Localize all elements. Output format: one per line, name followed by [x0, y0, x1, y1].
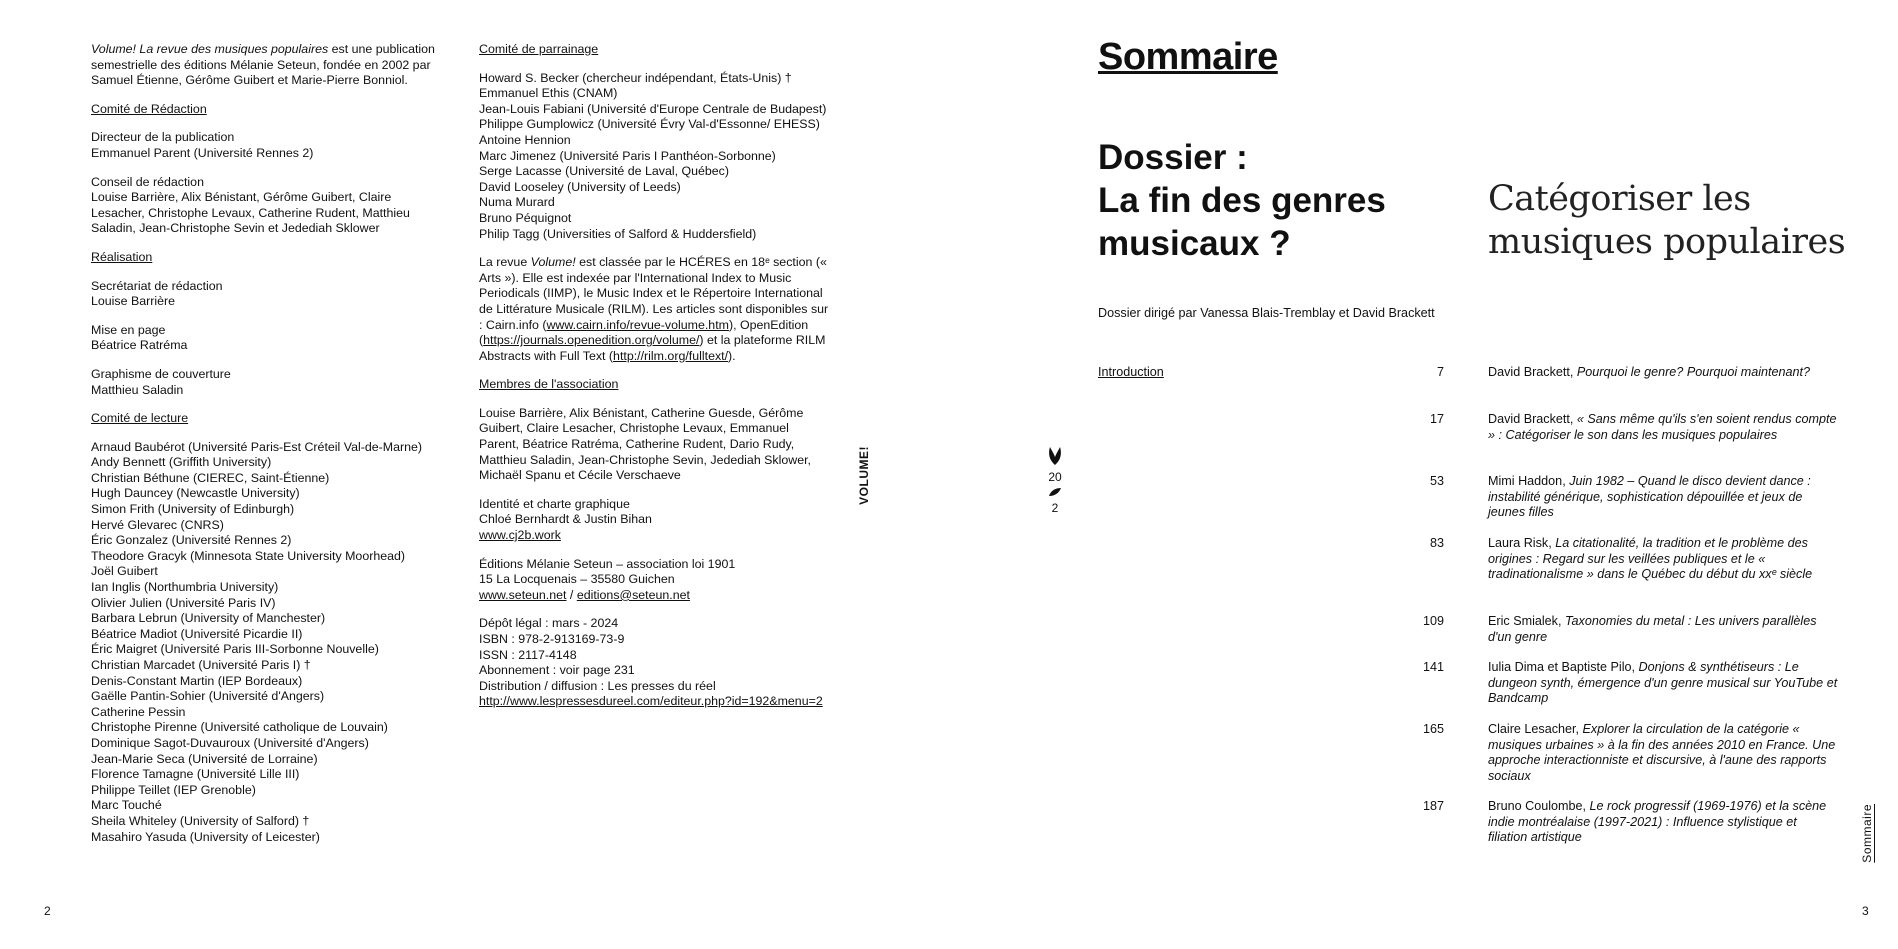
journal-intro: Volume! La revue des musiques populaires est une publication semestrielle des éditions Mélanie Seteun, fondée en 2002 par Samuel Étienne, Gérôme Guibert et Marie-Pierre Bonniol. — [91, 42, 435, 88]
toc-page-number: 109 — [1422, 614, 1444, 628]
toc-page-number: 83 — [1429, 536, 1444, 550]
running-head: Sommaire — [1860, 804, 1874, 863]
dossier-title: Dossier : La fin des genres musicaux ? — [1098, 138, 1386, 263]
list-item: Numa Murard — [479, 195, 555, 210]
toc-title: Donjons & synthétiseurs : Le dungeon synth, émergence d'un genre musical sur YouTube et Bandcamp — [1488, 660, 1838, 706]
list-item: Philippe Teillet (IEP Grenoble) — [91, 782, 256, 797]
toc-author: Iulia Dima et Baptiste Pilo, — [1488, 660, 1639, 674]
list-item: Howard S. Becker (chercheur indépendant, États-Unis) † — [479, 70, 792, 85]
toc-page-number: 17 — [1429, 412, 1444, 426]
rilm-link[interactable]: http://rilm.org/fulltext/ — [613, 348, 729, 363]
toc-author: Bruno Coulombe, — [1488, 799, 1590, 813]
list-item: Ian Inglis (Northumbria University) — [91, 580, 279, 595]
list-item: Olivier Julien (Université Paris IV) — [91, 595, 276, 610]
list-item: Denis-Constant Martin (IEP Bordeaux) — [91, 673, 303, 688]
lecture-list — [91, 440, 436, 845]
list-item: Hugh Dauncey (Newcastle University) — [91, 486, 300, 501]
list-item: Éric Gonzalez (Université Rennes 2) — [91, 533, 292, 548]
list-item: Philip Tagg (Universities of Salford & Huddersfield) — [479, 226, 757, 241]
right-page-number: 3 — [1862, 904, 1869, 918]
list-item: Gaëlle Pantin-Sohier (Université d'Angers) — [91, 689, 325, 704]
list-item: Catherine Pessin — [91, 704, 186, 719]
dossier-subtitle: Catégoriser les musiques populaires — [1488, 179, 1846, 262]
page-title: Sommaire — [1098, 36, 1278, 78]
list-item: Jean-Marie Seca (Université de Lorraine) — [91, 751, 318, 766]
toc-title: « Sans même qu'ils s'en soient rendus compte » : Catégoriser le son dans les musiques populaires — [1488, 412, 1837, 442]
legal-block: Dépôt légal : mars - 2024 ISBN : 978-2-913169-73-9 ISSN : 2117-4148 Abonnement : voir page 231 Distribution / diffusion : Les presses du réel http://www.lespressesdureel.com/editeur.php?id=192&menu=2 — [479, 616, 829, 710]
list-item: Arnaud Baubérot (Université Paris-Est Créteil Val-de-Marne) — [91, 439, 423, 454]
seteun-link[interactable]: www.seteun.net — [479, 587, 567, 602]
masthead-column — [91, 42, 436, 845]
conseil-block: Conseil de rédaction Louise Barrière, Alix Bénistant, Gérôme Guibert, Claire Lesacher, Christophe Levaux, Catherine Rudent, Matthieu Saladin, Jean-Christophe Sevin et Jedediah Sklower — [91, 174, 410, 236]
lecture-heading: Comité de lecture — [91, 411, 189, 426]
toc-page-number: 53 — [1429, 474, 1444, 488]
list-item: Béatrice Madiot (Université Picardie II) — [91, 626, 303, 641]
left-page-number: 2 — [44, 904, 51, 918]
list-item: Florence Tamagne (Université Lille III) — [91, 767, 300, 782]
toc-author: Eric Smialek, — [1488, 614, 1565, 628]
issue-bottom-number: 2 — [1051, 501, 1059, 515]
secretariat-block: Secrétariat de rédaction Louise Barrière — [91, 278, 223, 309]
indexing-paragraph: La revue Volume! est classée par le HCÉRES en 18ᵉ section (« Arts »). Elle est indexée par l'International Index to Music Periodicals (IIMP), le Music Index et le Répertoire International de Littérature Musicale (RILM). Les articles sont disponibles sur : Cairn.info (www.cairn.info/revue-volume.htm), OpenEdition (https://journals.openedition.org/volume/) et la plateforme RILM Abstracts with Full Text (http://rilm.org/fulltext/). — [479, 255, 829, 363]
list-item: Sheila Whiteley (University of Salford) † — [91, 813, 310, 828]
introduction-link[interactable]: Introduction — [1098, 365, 1164, 379]
toc-author: David Brackett, — [1488, 412, 1577, 426]
toc-title: La citationalité, la tradition et le problème des origines : Regard sur les veillées publiques et le « tradinationalisme » dans le Québec du début du xxᵉ siècle — [1488, 536, 1813, 582]
mise-block: Mise en page Béatrice Ratréma — [91, 322, 188, 353]
list-item: Marc Touché — [91, 798, 162, 813]
list-item: Simon Frith (University of Edinburgh) — [91, 502, 295, 517]
list-item: Emmanuel Ethis (CNAM) — [479, 86, 618, 101]
graphisme-block: Graphisme de couverture Matthieu Saladin — [91, 366, 231, 397]
list-item: Antoine Hennion — [479, 132, 571, 147]
toc-author: Laura Risk, — [1488, 536, 1556, 550]
membres-heading: Membres de l'association — [479, 377, 619, 392]
issue-mark — [1043, 446, 1067, 515]
director-block: Directeur de la publication Emmanuel Parent (Université Rennes 2) — [91, 130, 314, 160]
list-item: Andy Bennett (Griffith University) — [91, 455, 272, 470]
toc-title: Pourquoi le genre? Pourquoi maintenant? — [1576, 365, 1811, 379]
list-item: Masahiro Yasuda (University of Leicester) — [91, 829, 320, 844]
leaf-divider-icon — [1048, 487, 1062, 497]
realisation-heading: Réalisation — [91, 249, 153, 264]
parrainage-list — [479, 71, 829, 243]
leaf-logo-icon — [1047, 446, 1063, 466]
parrainage-heading: Comité de parrainage — [479, 42, 599, 56]
list-item: Hervé Glevarec (CNRS) — [91, 517, 224, 532]
redaction-heading: Comité de Rédaction — [91, 101, 207, 116]
list-item: Bruno Péquignot — [479, 210, 572, 225]
toc-author: Mimi Haddon, — [1488, 474, 1570, 488]
list-item: Theodore Gracyk (Minnesota State University Moorhead) — [91, 548, 406, 563]
list-item: Philippe Gumplowicz (Université Évry Val-d'Essonne/ EHESS) — [479, 117, 820, 132]
toc-page-number: 141 — [1422, 660, 1444, 674]
toc-title: Juin 1982 – Quand le disco devient dance : instabilité générique, sophistication dépouillée et jeux de jeunes filles — [1488, 474, 1811, 520]
credits-column — [479, 42, 829, 723]
dossier-credit: Dossier dirigé par Vanessa Blais-Tremblay et David Brackett — [1098, 306, 1435, 320]
email-link[interactable]: editions@seteun.net — [576, 587, 690, 602]
list-item: Serge Lacasse (Université de Laval, Québec) — [479, 164, 730, 179]
presses-link[interactable]: http://www.lespressesdureel.com/editeur.php?id=192&menu=2 — [479, 694, 823, 709]
cj2b-link[interactable]: www.cj2b.work — [479, 528, 561, 543]
journal-name: Volume! La revue des musiques populaires — [91, 42, 329, 56]
toc-author: David Brackett, — [1488, 365, 1577, 379]
identite-block: Identité et charte graphique Chloé Bernhardt & Justin Bihan www.cj2b.work — [479, 497, 829, 544]
list-item: Barbara Lebrun (University of Manchester) — [91, 611, 326, 626]
list-item: Marc Jimenez (Université Paris I Panthéon-Sorbonne) — [479, 148, 776, 163]
list-item: Dominique Sagot-Duvauroux (Université d'Angers) — [91, 735, 369, 750]
cairn-link[interactable]: www.cairn.info/revue-volume.htm — [546, 317, 729, 332]
toc-title: Le rock progressif (1969-1976) et la scène indie montréalaise (1997-2021) : Influence stylistique et filiation artistique — [1488, 799, 1827, 845]
toc-title: Taxonomies du metal : Les univers parallèles d'un genre — [1488, 614, 1817, 644]
list-item: Jean-Louis Fabiani (Université d'Europe Centrale de Budapest) — [479, 101, 827, 116]
list-item: Éric Maigret (Université Paris III-Sorbonne Nouvelle) — [91, 642, 379, 657]
toc-page-number: 187 — [1422, 799, 1444, 813]
toc-title: Explorer la circulation de la catégorie « musiques urbaines » à la fin des années 2010 en France. Une approche interactionniste et discursive, à l'aune des rapports sociaux — [1488, 722, 1836, 783]
toc-author: Claire Lesacher, — [1488, 722, 1583, 736]
membres-text: Louise Barrière, Alix Bénistant, Catherine Guesde, Gérôme Guibert, Claire Lesacher, Christophe Levaux, Emmanuel Parent, Béatrice Ratréma, Catherine Rudent, Dario Rudy, Matthieu Saladin, Jean-Christophe Sevin, Jedediah Sklower, Michaël Spanu et Cécile Verschaeve — [479, 405, 811, 483]
list-item: Joël Guibert — [91, 564, 158, 579]
list-item: Christian Marcadet (Université Paris I) † — [91, 658, 311, 672]
list-item: Christian Béthune (CIEREC, Saint-Étienne) — [91, 470, 330, 485]
issue-top-number: 20 — [1048, 470, 1062, 484]
list-item: David Looseley (University of Leeds) — [479, 179, 681, 194]
editions-block: Éditions Mélanie Seteun – association loi 1901 15 La Locquenais – 35580 Guichen www.seteun.net / editions@seteun.net — [479, 556, 736, 602]
openedition-link[interactable]: https://journals.openedition.org/volume/ — [483, 333, 700, 348]
volume-spine-label: VOLUME! — [857, 446, 871, 505]
list-item: Christophe Pirenne (Université catholique de Louvain) — [91, 720, 388, 735]
toc-page-number: 165 — [1422, 722, 1444, 736]
toc-page-number: 7 — [1436, 365, 1444, 379]
